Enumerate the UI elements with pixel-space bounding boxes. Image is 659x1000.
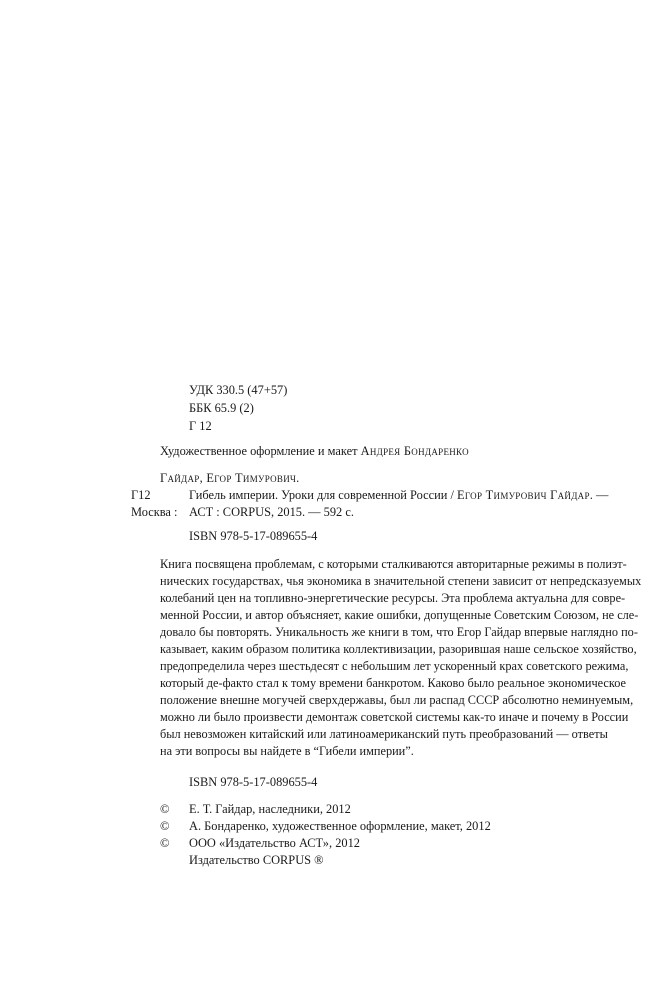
abstract-line: менной России, и автор объясняет, какие ошибки, допущенные Советским Союзом, не сле- bbox=[160, 608, 639, 622]
copyright-row bbox=[160, 818, 491, 835]
copyright-row bbox=[160, 835, 360, 852]
copyright-row bbox=[160, 801, 351, 818]
copyright-text: Издательство CORPUS ® bbox=[189, 853, 324, 867]
design-credit-text: Художественное оформление и макет bbox=[160, 444, 361, 458]
title-author: Егор Тимурович Гайдар bbox=[457, 488, 590, 502]
bib-mark: Г12 bbox=[131, 488, 151, 502]
title-tail: . — bbox=[589, 488, 609, 502]
copyright-symbol: © bbox=[160, 802, 170, 816]
abstract-line: на эти вопросы вы найдете в “Гибели империи”. bbox=[160, 744, 414, 758]
copyright-text: Е. Т. Гайдар, наследники, 2012 bbox=[189, 802, 351, 816]
udk-code: УДК 330.5 (47+57) bbox=[189, 383, 288, 397]
title-line bbox=[189, 487, 608, 504]
design-credit bbox=[160, 443, 469, 460]
abstract-line: нических государствах, чья экономика в значительной степени зависит от непредсказуемых bbox=[160, 574, 642, 588]
bbk-code: ББК 65.9 (2) bbox=[189, 401, 254, 415]
abstract-line: предопределила через шестьдесят с небольшим лет ускоренный крах советского режима, bbox=[160, 659, 629, 673]
abstract-line: можно ли было произвести демонтаж советской системы как-то иначе и почему в России bbox=[160, 710, 629, 724]
copyright-text: ООО «Издательство АСТ», 2012 bbox=[189, 836, 360, 850]
isbn-bottom: ISBN 978-5-17-089655-4 bbox=[189, 775, 318, 789]
copyright-row bbox=[160, 852, 324, 869]
abstract-line: который де-факто стал к тому времени банкротом. Каково было реальное экономическое bbox=[160, 676, 626, 690]
abstract-line: казывает, каким образом политика коллективизации, разорившая наше сельское хозяйство, bbox=[160, 642, 637, 656]
abstract-line: положение внешне могучей сверхдержавы, был ли распад СССР абсолютно неминуемым, bbox=[160, 693, 634, 707]
author-mark: Г 12 bbox=[189, 419, 212, 433]
publication-place: Москва : bbox=[131, 505, 178, 519]
design-credit-name: Андрея Бондаренко bbox=[360, 444, 469, 458]
copyright-text: А. Бондаренко, художественное оформление, макет, 2012 bbox=[189, 819, 491, 833]
copyright-symbol: © bbox=[160, 819, 170, 833]
copyright-symbol: © bbox=[160, 836, 170, 850]
abstract-line: колебаний цен на топливно-энергетические ресурсы. Эта проблема актуальна для совре- bbox=[160, 591, 626, 605]
abstract-line: был невозможен китайский или латиноамериканский путь преобразований — ответы bbox=[160, 727, 608, 741]
abstract-line: довало бы повторять. Уникальность же книги в том, что Егор Гайдар впервые наглядно по- bbox=[160, 625, 638, 639]
abstract bbox=[160, 556, 642, 760]
abstract-line: Книга посвящена проблемам, с которыми сталкиваются авторитарные режимы в полиэт- bbox=[160, 557, 627, 571]
author-heading: Гайдар, Егор Тимурович. bbox=[160, 471, 300, 485]
title-text: Гибель империи. Уроки для современной России / bbox=[189, 488, 458, 502]
publisher-line: АСТ : CORPUS, 2015. — 592 с. bbox=[189, 505, 354, 519]
isbn-top: ISBN 978-5-17-089655-4 bbox=[189, 529, 318, 543]
